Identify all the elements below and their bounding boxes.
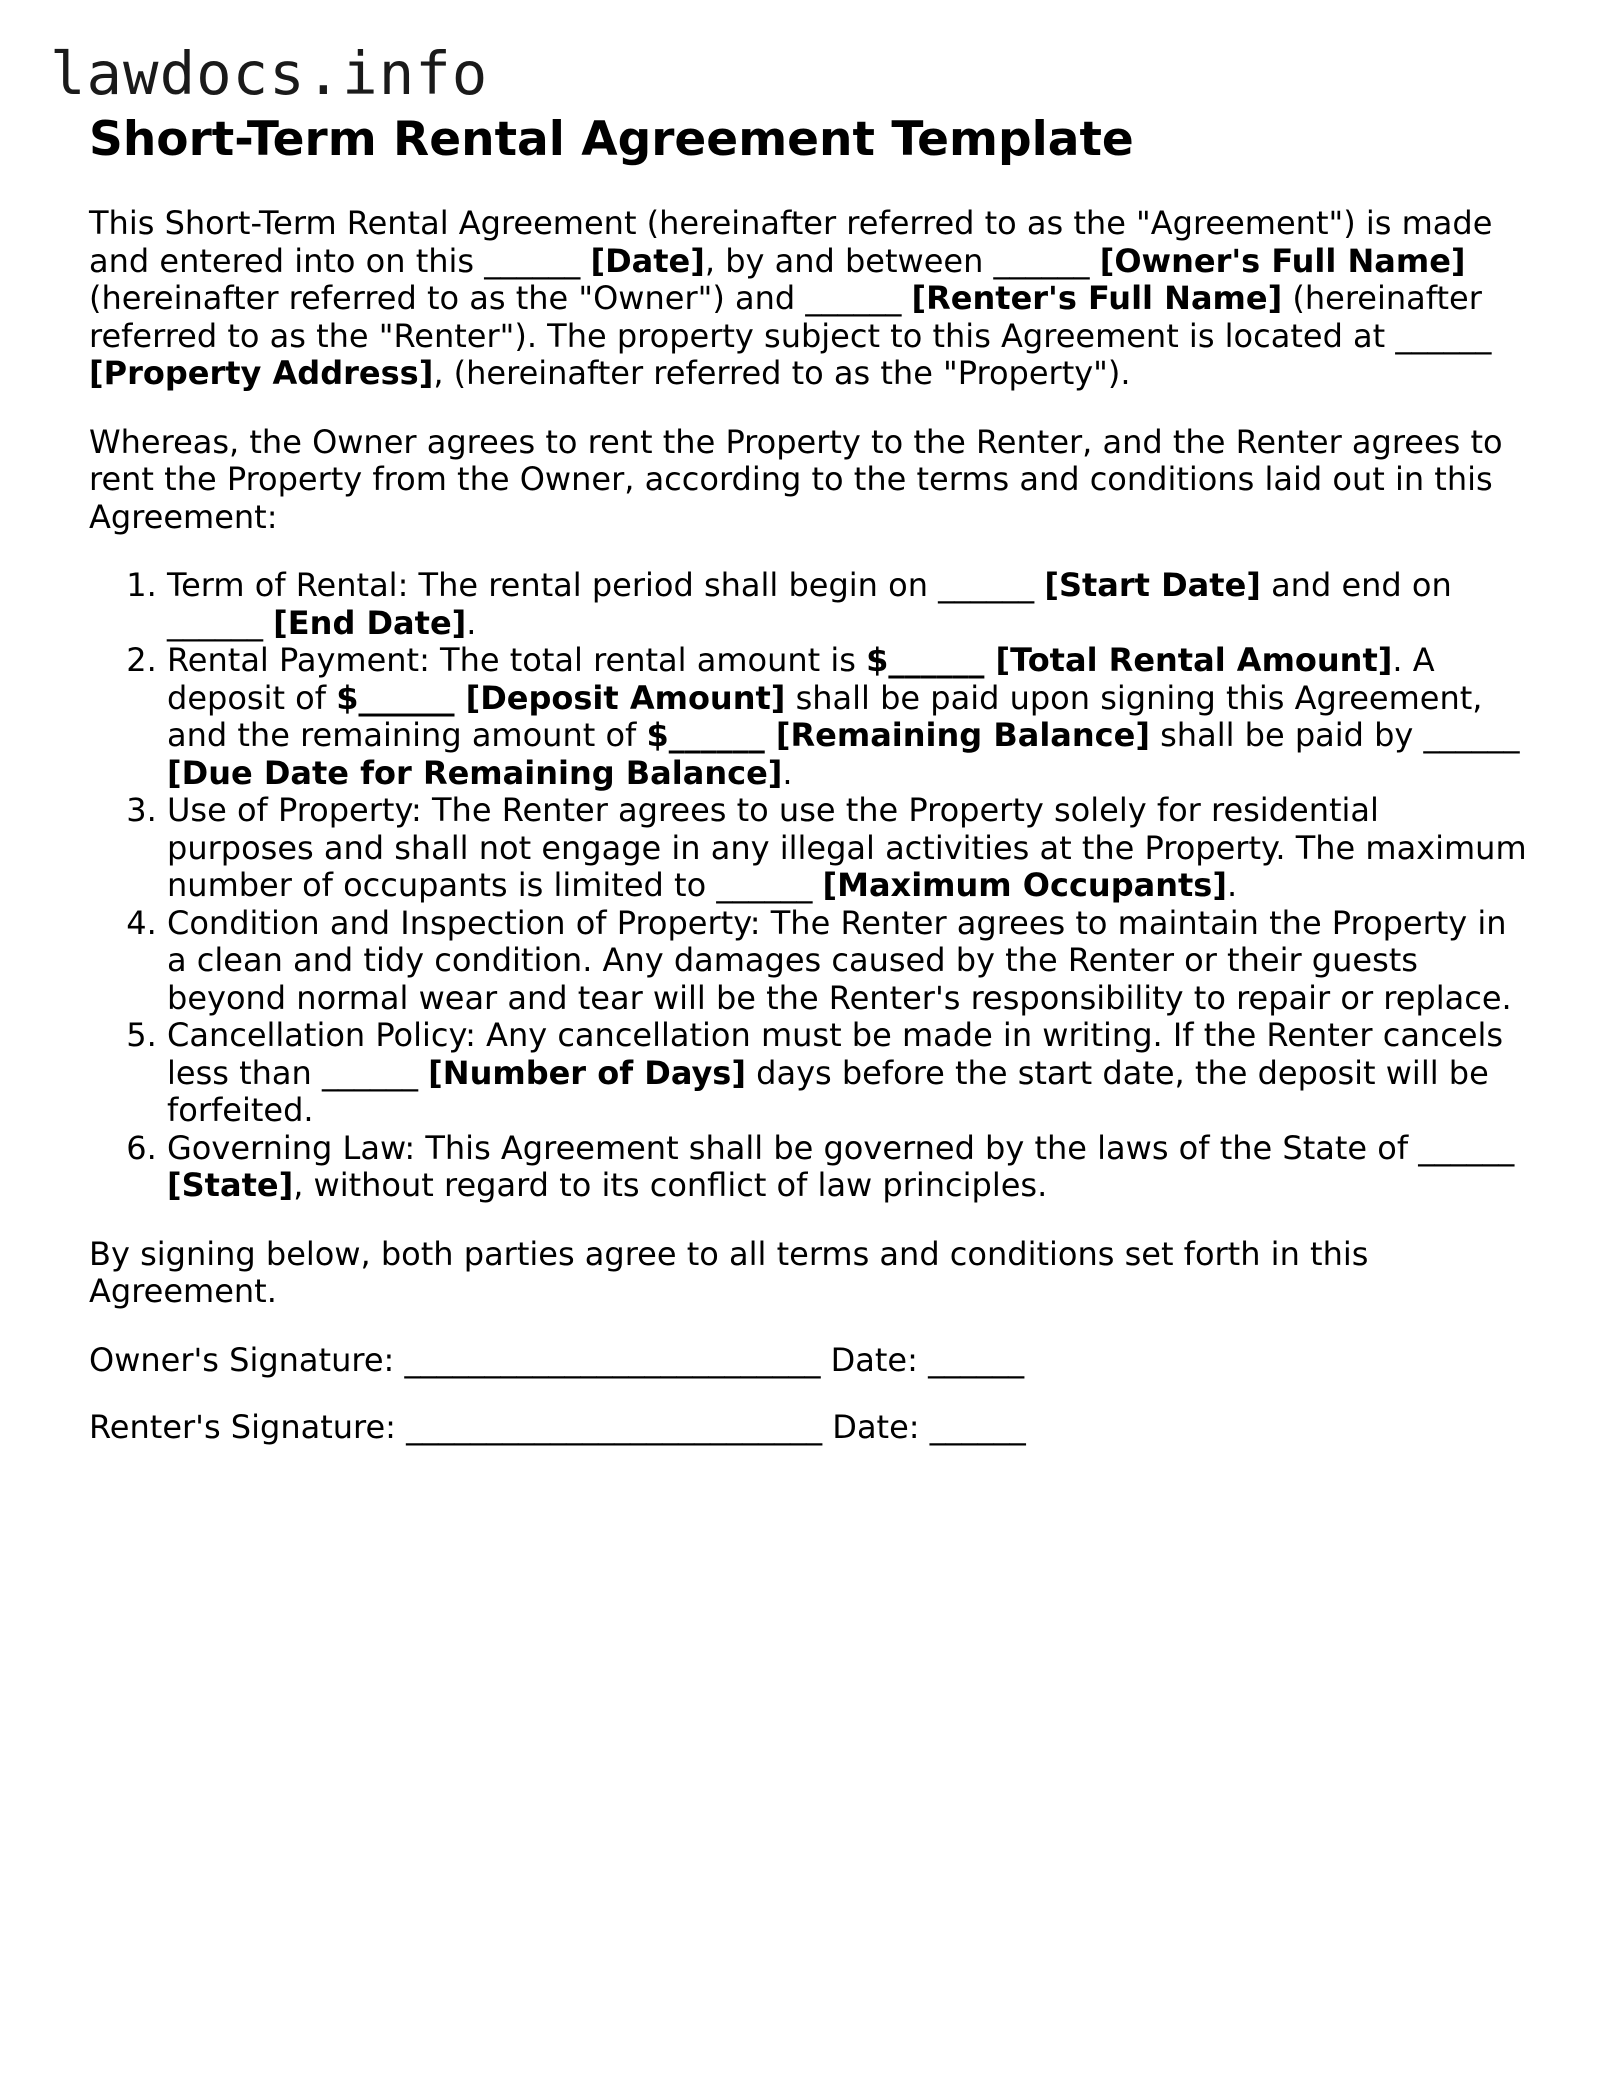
term-text: . bbox=[782, 753, 793, 792]
term-text: , without regard to its conflict of law principles. bbox=[293, 1166, 1048, 1204]
intro-text: This Short-Term Rental Agreement (hereinafter referred to as the "Agreement") is made and entered into on this ______ bbox=[89, 204, 1493, 280]
term-text: shall be paid upon signing this Agreement, and the remaining amount of bbox=[167, 678, 1483, 754]
governing-law-item bbox=[167, 1130, 1529, 1205]
term-text: Condition and Inspection of Property: The Renter agrees to maintain the Property in a clean and tidy condition. Any damages caused by the Renter or their guests beyond normal wear and tear will be the Renter's responsibility to repair or replace. bbox=[167, 903, 1512, 1017]
intro-text: , by and between ______ bbox=[704, 241, 1100, 280]
state-placeholder: [State] bbox=[167, 1166, 294, 1204]
intro-text: (hereinafter referred to as the "Renter"). The property subject to this Agreement is located at ______ bbox=[89, 279, 1492, 355]
renter-name-placeholder: [Renter's Full Name] bbox=[911, 279, 1283, 317]
site-name: lawdocs.info bbox=[50, 39, 489, 108]
deposit-amount-placeholder: $______ [Deposit Amount] bbox=[336, 678, 786, 717]
closing-paragraph: By signing below, both parties agree to all terms and conditions set forth in this Agreement. bbox=[89, 1234, 1369, 1310]
number-of-days-placeholder: [Number of Days] bbox=[428, 1053, 746, 1092]
intro-paragraph bbox=[89, 205, 1529, 393]
start-date-placeholder: [Start Date] bbox=[1044, 566, 1261, 604]
condition-inspection-item bbox=[167, 905, 1529, 1018]
whereas-paragraph: Whereas, the Owner agrees to rent the Property to the Renter, and the Renter agrees to rent the Property from the Owner, according to the terms and conditions laid out in this Agreement: bbox=[89, 422, 1503, 536]
term-text: Cancellation Policy: Any cancellation must be made in writing. If the Renter cancels less than ______ bbox=[167, 1016, 1504, 1092]
owner-name-placeholder: [Owner's Full Name] bbox=[1099, 241, 1466, 280]
renter-signature-line: Renter's Signature: __________________________ Date: ______ bbox=[89, 1408, 1026, 1446]
term-text: Term of Rental: The rental period shall begin on ______ bbox=[167, 566, 1045, 604]
document-title: Short-Term Rental Agreement Template bbox=[89, 112, 1134, 167]
term-text: shall be paid by ______ bbox=[1149, 716, 1520, 754]
owner-signature-line: Owner's Signature: __________________________ Date: ______ bbox=[89, 1340, 1025, 1379]
terms-list bbox=[89, 567, 1529, 1205]
term-text: . A deposit of bbox=[167, 641, 1435, 717]
intro-text: (hereinafter referred to as the "Owner") and ______ bbox=[89, 279, 912, 317]
maximum-occupants-placeholder: [Maximum Occupants] bbox=[822, 866, 1227, 904]
end-date-placeholder: [End Date] bbox=[273, 603, 467, 642]
term-text: Use of Property: The Renter agrees to use the Property solely for residential purposes and shall not engage in any illegal activities at the Property. The maximum number of occupants is limited to ______ bbox=[167, 791, 1527, 904]
term-text: . bbox=[1226, 866, 1238, 904]
rental-payment-item bbox=[167, 642, 1529, 792]
cancellation-policy-item bbox=[167, 1017, 1529, 1130]
remaining-balance-placeholder: $______ [Remaining Balance] bbox=[646, 716, 1150, 754]
document-body bbox=[89, 110, 1529, 1477]
term-text: Governing Law: This Agreement shall be governed by the laws of the State of ______ bbox=[167, 1128, 1515, 1167]
property-address-placeholder: [Property Address] bbox=[89, 354, 434, 392]
date-placeholder: [Date] bbox=[590, 241, 705, 280]
term-text: . bbox=[466, 603, 477, 642]
term-of-rental-item bbox=[167, 567, 1529, 642]
total-rental-amount-placeholder: $______ [Total Rental Amount] bbox=[866, 641, 1393, 679]
due-date-placeholder: [Due Date for Remaining Balance] bbox=[167, 753, 783, 792]
term-text: days before the start date, the deposit will be forfeited. bbox=[167, 1053, 1489, 1129]
use-of-property-item bbox=[167, 792, 1529, 905]
intro-text: , (hereinafter referred to as the "Property"). bbox=[433, 354, 1131, 392]
term-text: and end on ______ bbox=[167, 566, 1452, 642]
term-text: Rental Payment: The total rental amount is bbox=[167, 641, 867, 679]
